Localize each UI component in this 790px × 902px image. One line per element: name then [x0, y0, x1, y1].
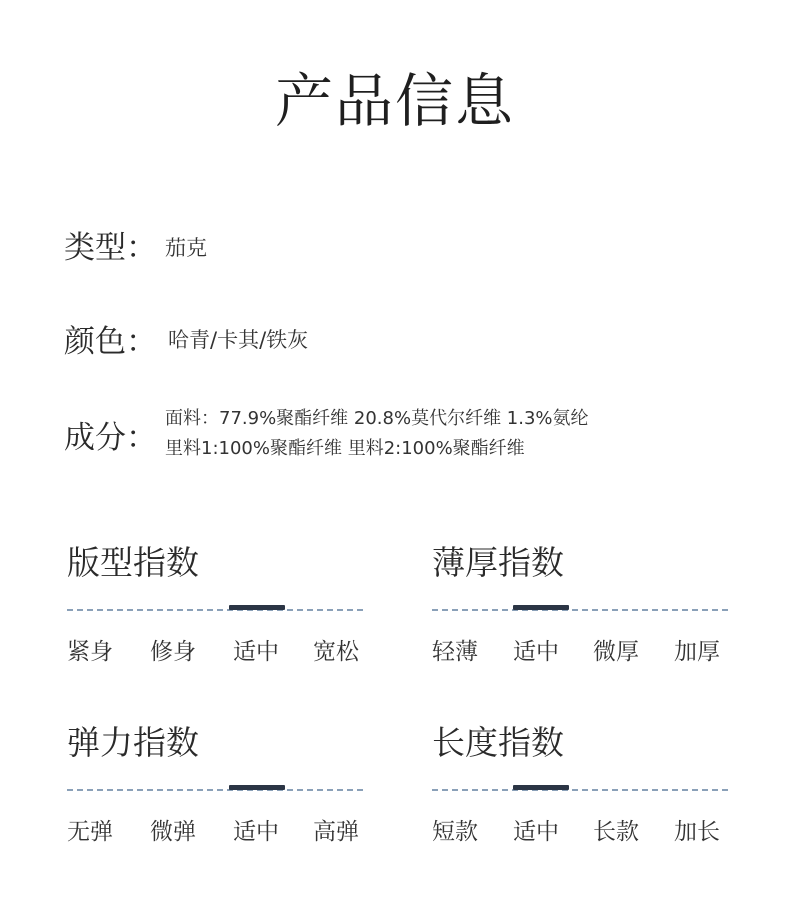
color-label: 颜色：: [64, 324, 157, 360]
elasticity-option-slight: 微弹: [150, 819, 196, 845]
length-option-short: 短款: [432, 819, 478, 845]
composition-label: 成分：: [64, 420, 157, 456]
fit-index-title: 版型指数: [67, 543, 199, 582]
length-index-title: 长度指数: [432, 723, 564, 762]
composition-line-2: 里料1:100%聚酯纤维 里料2:100%聚酯纤维: [165, 438, 525, 459]
thickness-option-thick: 加厚: [674, 639, 720, 665]
elasticity-index-title: 弹力指数: [67, 723, 199, 762]
thickness-index-track: [432, 609, 728, 611]
thickness-option-light: 轻薄: [432, 639, 478, 665]
fit-option-slim: 修身: [150, 639, 196, 665]
fit-option-regular: 适中: [233, 639, 279, 665]
length-index-track: [432, 789, 728, 791]
length-option-regular: 适中: [513, 819, 559, 845]
length-index-marker: [513, 785, 569, 790]
elasticity-index-track: [67, 789, 363, 791]
length-option-extra-long: 加长: [674, 819, 720, 845]
elasticity-option-regular: 适中: [233, 819, 279, 845]
composition-line-1: 面料：77.9%聚酯纤维 20.8%莫代尔纤维 1.3%氨纶: [165, 408, 589, 429]
elasticity-option-none: 无弹: [67, 819, 113, 845]
page-title: 产品信息: [274, 67, 515, 135]
fit-option-tight: 紧身: [67, 639, 113, 665]
elasticity-index-options: [67, 813, 363, 843]
thickness-option-regular: 适中: [513, 639, 559, 665]
color-value: 哈青/卡其/铁灰: [168, 328, 309, 352]
length-option-long: 长款: [593, 819, 639, 845]
thickness-index-title: 薄厚指数: [432, 543, 564, 582]
thickness-index-marker: [513, 605, 569, 610]
elasticity-option-high: 高弹: [313, 819, 359, 845]
type-value: 茄克: [165, 236, 207, 260]
thickness-option-slightly-thick: 微厚: [593, 639, 639, 665]
thickness-index-options: [432, 633, 728, 663]
type-label: 类型：: [64, 230, 157, 266]
fit-index-marker: [229, 605, 285, 610]
fit-index-track: [67, 609, 363, 611]
fit-option-loose: 宽松: [313, 639, 359, 665]
elasticity-index-marker: [229, 785, 285, 790]
fit-index-options: [67, 633, 363, 663]
length-index-options: [432, 813, 728, 843]
